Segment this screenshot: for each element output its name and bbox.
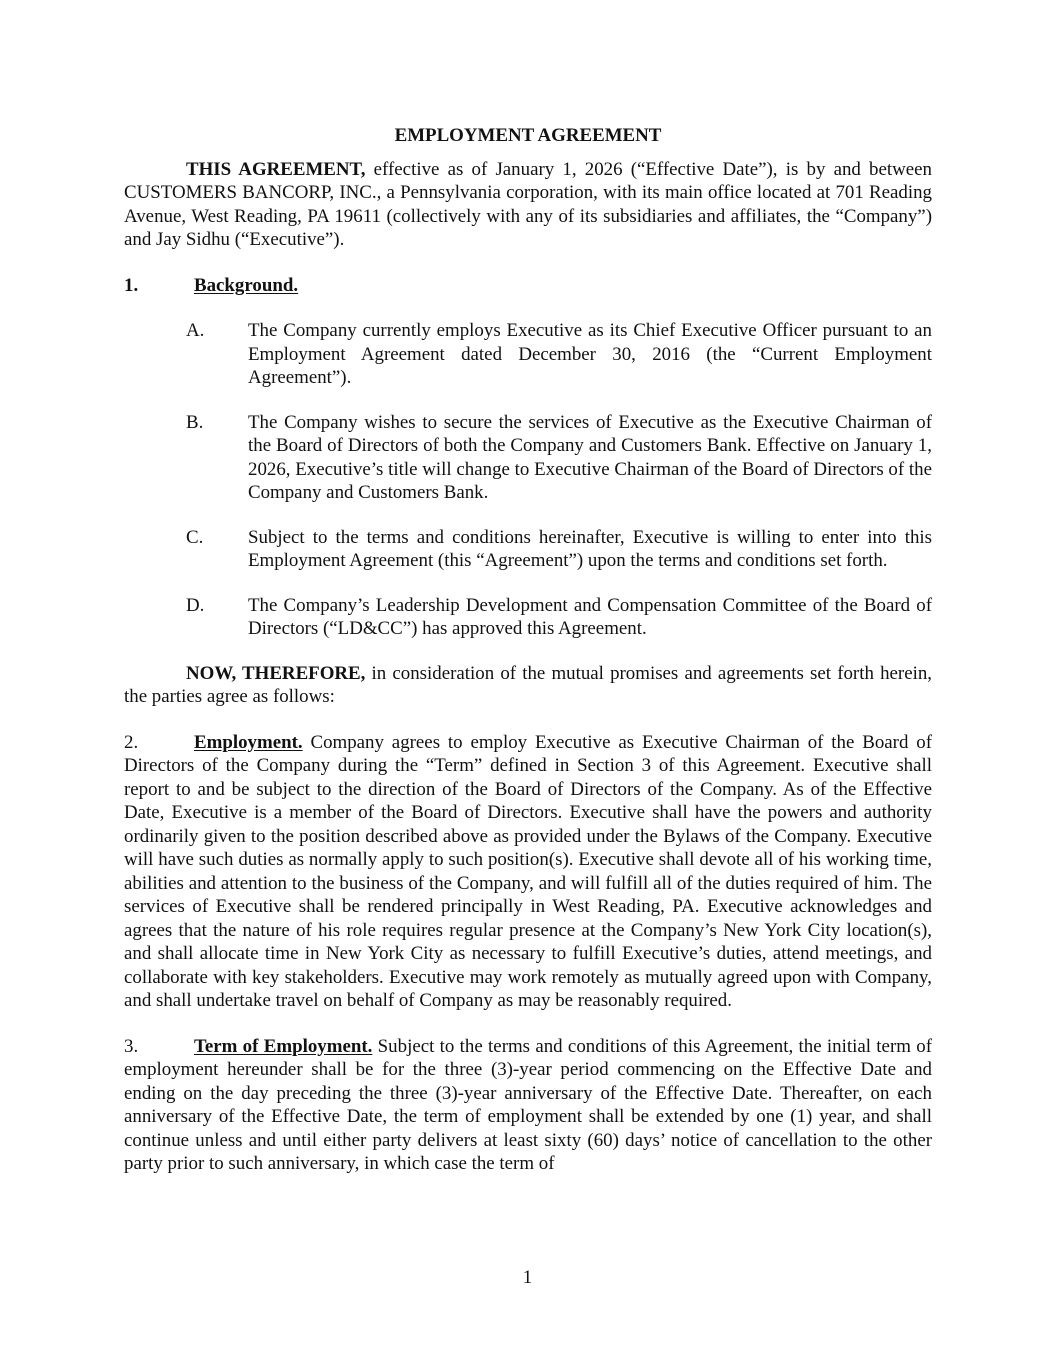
section-1-number: 1.: [124, 274, 139, 296]
section-3-title: Term of Employment.: [194, 1035, 373, 1057]
recital-a: [124, 319, 932, 390]
recital-b-letter: B.: [186, 411, 204, 433]
now-therefore-paragraph: [124, 662, 932, 709]
section-3-text: Subject to the terms and conditions of this Agreement, the initial term of employment hereunder shall be for the three (3)-year period commencing on the Effective Date and ending on the day preceding the three (3)-year anniversary of the Effective Date. Thereafter, on each anniversary of the Effective Date, the term of employment shall be extended by one (1) year, and shall continue unless and until either party delivers at least sixty (60) days’ notice of cancellation to the other party prior to such anniversary, in which case the term of: [124, 1035, 932, 1174]
document-title: EMPLOYMENT AGREEMENT: [394, 125, 662, 146]
recital-b-text: The Company wishes to secure the services of Executive as the Executive Chairman of the Board of Directors of both the Company and Customers Bank. Effective on January 1, 2026, Executive’s title will change to Executive Chairman of the Board of Directors of the Company and Customers Bank.: [248, 411, 932, 503]
section-3-number: 3.: [124, 1035, 139, 1057]
recital-b: [124, 411, 932, 505]
now-therefore-text: in consideration of the mutual promises and agreements set forth herein, the parties agree as follows:: [124, 662, 932, 707]
section-1-heading: [124, 274, 932, 298]
document-page: [124, 124, 932, 1176]
intro-lead: THIS AGREEMENT,: [186, 158, 366, 180]
intro-text: effective as of January 1, 2026 (“Effective Date”), is by and between CUSTOMERS BANCORP, INC., a Pennsylvania corporation, with its main office located at 701 Reading Avenue, West Reading, PA 19611 (collectively with any of its subsidiaries and affiliates, the “Company”) and Jay Sidhu (“Executive”).: [124, 158, 932, 250]
section-2-text: Company agrees to employ Executive as Executive Chairman of the Board of Directors of the Company during the “Term” defined in Section 3 of this Agreement. Executive shall report to and be subject to the direction of the Board of Directors of the Company. As of the Effective Date, Executive is a member of the Board of Directors. Executive shall have the powers and authority ordinarily given to the position described above as provided under the Bylaws of the Company. Executive will have such duties as normally apply to such position(s). Executive shall devote all of his working time, abilities and attention to the business of the Company, and will fulfill all of the duties required of him. The services of Executive shall be rendered principally in West Reading, PA. Executive acknowledges and agrees that the nature of his role requires regular presence at the Company’s New York City location(s), and shall allocate time in New York City as necessary to fulfill Executive’s duties, attend meetings, and collaborate with key stakeholders. Executive may work remotely as mutually agreed upon with Company, and shall undertake travel on behalf of Company as may be reasonably required.: [124, 731, 932, 1011]
recital-c-text: Subject to the terms and conditions hereinafter, Executive is willing to enter into this Employment Agreement (this “Agreement”) upon the terms and conditions set forth.: [248, 526, 932, 571]
section-2-title: Employment.: [194, 731, 303, 753]
page-number: 1: [522, 1267, 533, 1288]
section-2-number: 2.: [124, 731, 139, 753]
section-1-title: Background.: [194, 274, 299, 296]
recital-c: [124, 526, 932, 573]
recital-a-text: The Company currently employs Executive as its Chief Executive Officer pursuant to an Employment Agreement dated December 30, 2016 (the “Current Employment Agreement”).: [248, 320, 932, 388]
recital-a-letter: A.: [186, 320, 205, 341]
recital-d-text: The Company’s Leadership Development and Compensation Committee of the Board of Directors (“LD&CC”) has approved this Agreement.: [248, 594, 932, 639]
section-2-paragraph: [124, 731, 932, 1013]
now-therefore-lead: NOW, THEREFORE,: [186, 662, 366, 684]
recital-d: [124, 594, 932, 641]
recital-d-letter: D.: [186, 594, 205, 616]
section-3-paragraph: [124, 1035, 932, 1176]
recital-c-letter: C.: [186, 526, 204, 548]
intro-paragraph: [124, 158, 932, 252]
